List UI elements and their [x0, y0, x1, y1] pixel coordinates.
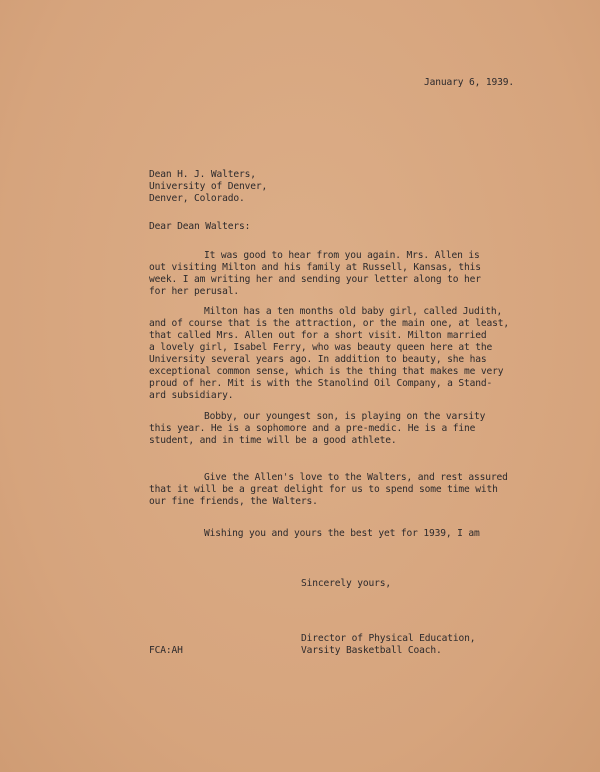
- paragraph-line: out visiting Milton and his family at Russell, Kansas, this: [149, 262, 481, 273]
- paragraph-line: that it will be a great delight for us to spend some time with: [149, 484, 498, 495]
- paragraph-line: student, and in time will be a good athlete.: [149, 435, 397, 446]
- paragraph-line: ard subsidiary.: [149, 390, 234, 401]
- salutation: Dear Dean Walters:: [149, 221, 251, 232]
- paragraph-line: Wishing you and yours the best yet for 1939, I am: [204, 528, 480, 539]
- signature-title: Director of Physical Education,: [301, 633, 476, 644]
- closing: Sincerely yours,: [301, 578, 392, 589]
- paragraph-line: our fine friends, the Walters.: [149, 496, 318, 507]
- paragraph-line: for her perusal.: [149, 286, 240, 297]
- paragraph-line: and of course that is the attraction, or the main one, at least,: [149, 318, 510, 329]
- paragraph-line: a lovely girl, Isabel Ferry, who was beauty queen here at the: [149, 342, 493, 353]
- recipient-institution: University of Denver,: [149, 181, 268, 192]
- recipient-city: Denver, Colorado.: [149, 193, 245, 204]
- paragraph-line: that called Mrs. Allen out for a short visit. Milton married: [149, 330, 487, 341]
- paragraph-line: Give the Allen's love to the Walters, and rest assured: [204, 472, 508, 483]
- letter-date: January 6, 1939.: [424, 77, 515, 88]
- paragraph-line: University several years ago. In addition to beauty, she has: [149, 354, 487, 365]
- paragraph-line: proud of her. Mit is with the Stanolind Oil Company, a Stand-: [149, 378, 493, 389]
- paragraph-line: this year. He is a sophomore and a pre-medic. He is a fine: [149, 423, 476, 434]
- paragraph-line: It was good to hear from you again. Mrs. Allen is: [204, 250, 480, 261]
- paragraph-line: Bobby, our youngest son, is playing on the varsity: [204, 411, 486, 422]
- paragraph-line: week. I am writing her and sending your letter along to her: [149, 274, 481, 285]
- paragraph-line: Milton has a ten months old baby girl, called Judith,: [204, 306, 503, 317]
- recipient-name: Dean H. J. Walters,: [149, 169, 256, 180]
- signature-subtitle: Varsity Basketball Coach.: [301, 645, 442, 656]
- typist-initials: FCA:AH: [149, 645, 183, 656]
- paragraph-line: exceptional common sense, which is the thing that makes me very: [149, 366, 504, 377]
